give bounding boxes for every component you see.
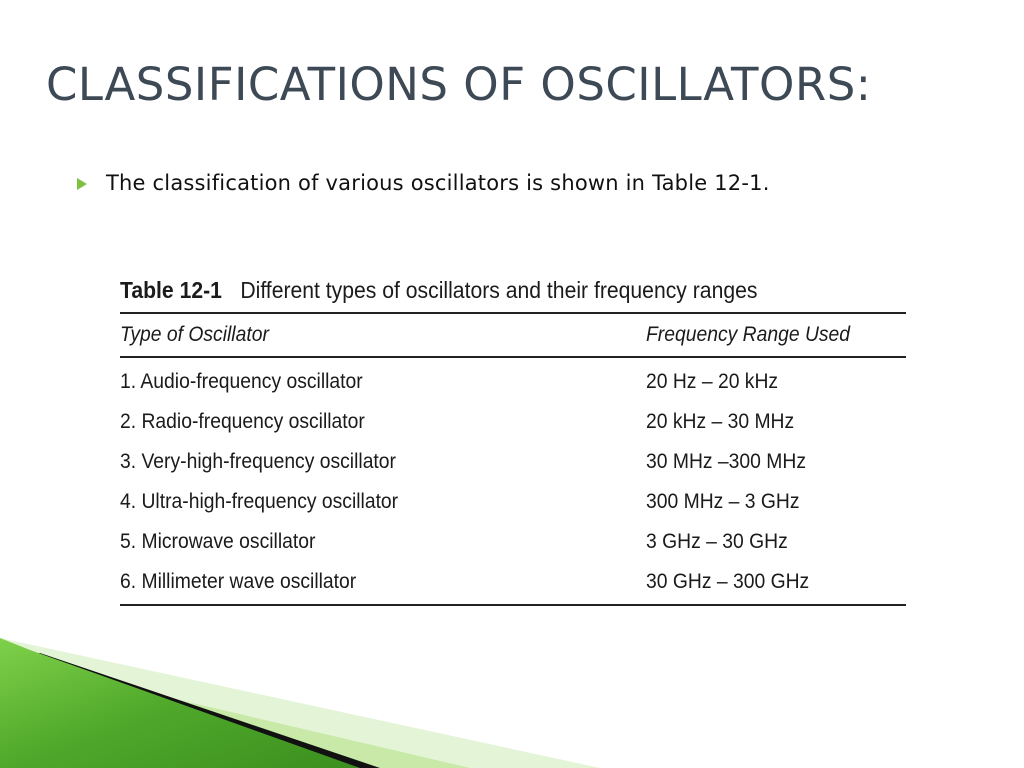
- header-frequency-range: Frequency Range Used: [646, 323, 851, 346]
- decorative-corner-swoosh: [0, 638, 1024, 768]
- bullet-item: [76, 171, 770, 195]
- table-body: [120, 358, 906, 604]
- table-row: [120, 402, 906, 442]
- oscillator-table: [120, 272, 906, 606]
- slide-title: CLASSIFICATIONS OF OSCILLATORS:: [46, 58, 872, 111]
- cell-frequency-range: 30 MHz –300 MHz: [646, 450, 806, 473]
- cell-frequency-range: 300 MHz – 3 GHz: [646, 490, 800, 513]
- cell-oscillator-type: 5. Microwave oscillator: [120, 530, 316, 553]
- table-caption-text: Different types of oscillators and their frequency ranges: [240, 277, 758, 303]
- cell-frequency-range: 20 Hz – 20 kHz: [646, 370, 779, 393]
- cell-oscillator-type: 4. Ultra-high-frequency oscillator: [120, 490, 399, 513]
- triangle-bullet-icon: [76, 177, 88, 191]
- table-caption-number: Table 12-1: [120, 277, 222, 303]
- cell-oscillator-type: 6. Millimeter wave oscillator: [120, 570, 357, 593]
- table-row: [120, 562, 906, 602]
- cell-frequency-range: 20 kHz – 30 MHz: [646, 410, 795, 433]
- table-bottom-rule: [120, 604, 906, 606]
- cell-frequency-range: 3 GHz – 30 GHz: [646, 530, 788, 553]
- bullet-text: The classification of various oscillators is shown in Table 12-1.: [106, 171, 770, 195]
- cell-oscillator-type: 2. Radio-frequency oscillator: [120, 410, 365, 433]
- table-caption: [120, 272, 843, 312]
- table-row: [120, 482, 906, 522]
- cell-oscillator-type: 3. Very-high-frequency oscillator: [120, 450, 396, 473]
- cell-frequency-range: 30 GHz – 300 GHz: [646, 570, 810, 593]
- table-row: [120, 522, 906, 562]
- header-type-of-oscillator: Type of Oscillator: [120, 323, 269, 346]
- table-header-row: [120, 314, 906, 356]
- table-row: [120, 442, 906, 482]
- table-row: [120, 362, 906, 402]
- cell-oscillator-type: 1. Audio-frequency oscillator: [120, 370, 363, 393]
